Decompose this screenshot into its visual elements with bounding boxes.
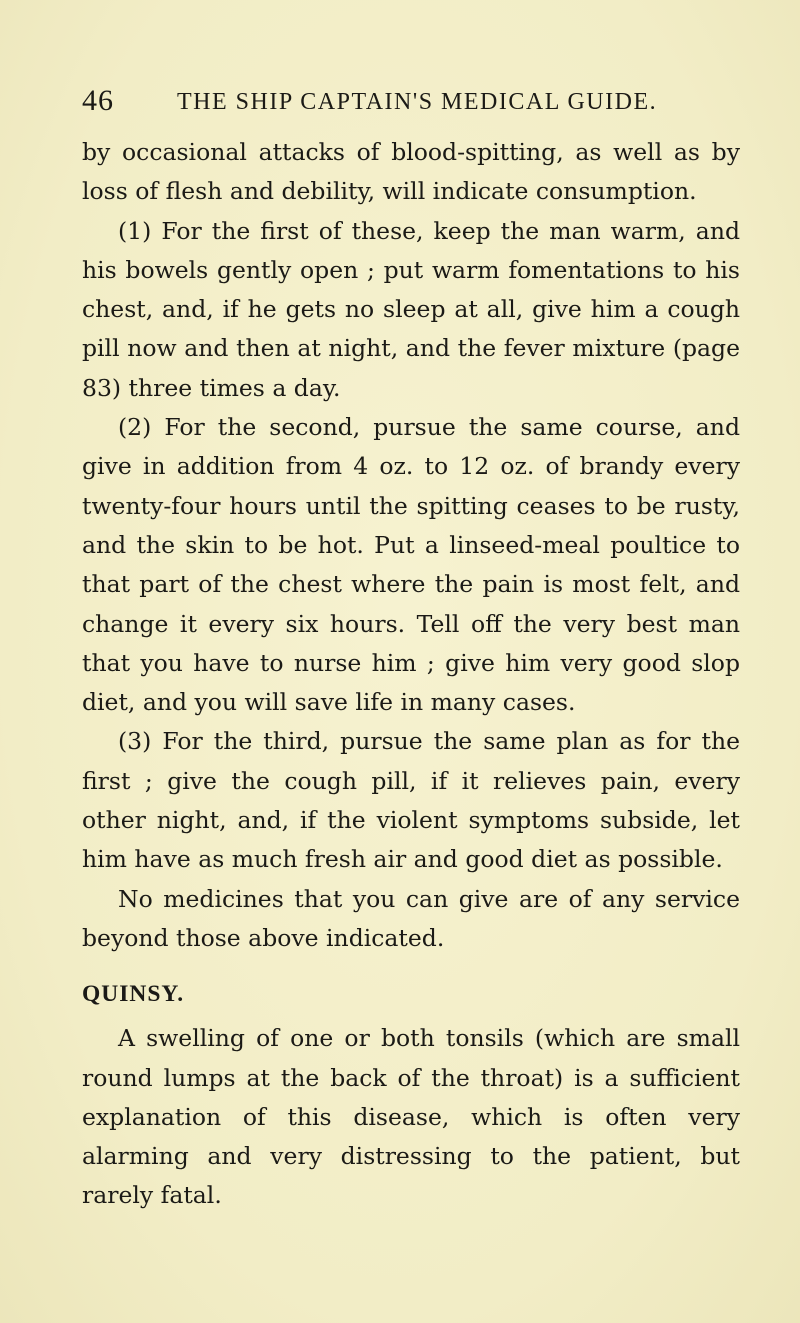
paragraph-treatment-2: (2) For the second, pursue the same course, and give in addition from 4 oz. to 12 oz. of brandy every twenty-four hours until the spitting ceases to be rusty, and the skin to be hot. Put a linseed-meal poultice to that part of the chest where the pain is most felt, and change it every six hours. Tell off the very best man that you have to nurse him ; give him very good slop diet, and you will save life in many cases. xyxy=(82,413,740,717)
page-number: 46 xyxy=(82,84,114,117)
paragraph-quinsy: A swelling of one or both tonsils (which are small round lumps at the back of the throat) is a sufficient explanation of this disease, which is often very alarming and very distressing to the patient, but rarely fatal. xyxy=(82,1024,740,1210)
paragraph-treatment-1: (1) For the first of these, keep the man warm, and his bowels gently open ; put warm fomentations to his chest, and, if he gets no sleep at all, give him a cough pill now and then at night, and the fever mixture (page 83) three times a day. xyxy=(82,216,740,402)
paragraph-continuation: by occasional attacks of blood-spitting, as well as by loss of flesh and debility, will indicate consumption. xyxy=(82,138,740,206)
body-text xyxy=(82,133,740,1216)
running-title: THE SHIP CAPTAIN'S MEDICAL GUIDE. xyxy=(177,89,658,115)
paragraph-medicines-note: No medicines that you can give are of any service beyond those above indicated. xyxy=(82,884,740,952)
page-header xyxy=(82,84,742,120)
section-heading-quinsy: QUINSY. xyxy=(82,981,185,1008)
paragraph-treatment-3: (3) For the third, pursue the same plan as for the first ; give the cough pill, if it relieves pain, every other night, and, if the violent symptoms subside, let him have as much fresh air and good diet as possible. xyxy=(82,727,740,874)
